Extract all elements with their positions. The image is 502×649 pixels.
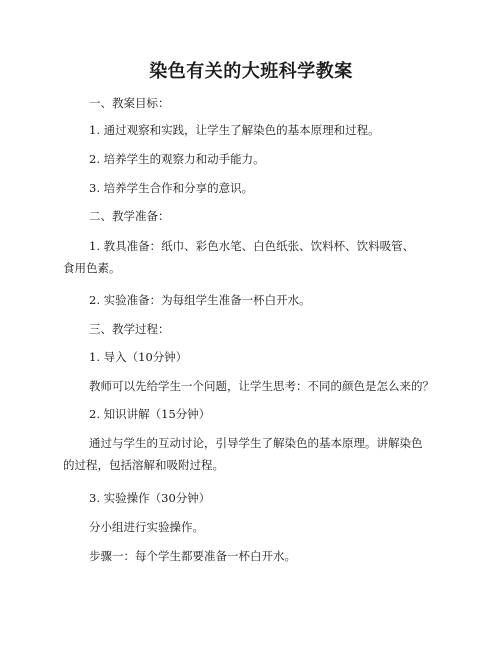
process-step-2-heading: 2. 知识讲解（15分钟） xyxy=(89,407,211,421)
document-title: 染色有关的大班科学教案 xyxy=(149,61,353,82)
process-step-3-substep-1: 步骤一：每个学生都要准备一杯白开水。 xyxy=(89,549,296,563)
process-step-2-text: 通过与学生的互动讨论，引导学生了解染色的基本原理。讲解染色的过程，包括溶解和吸附过程。 xyxy=(63,436,423,472)
process-step-1-text: 教师可以先给学生一个问题，让学生思考：不同的颜色是怎么来的？ xyxy=(89,379,434,393)
preparation-item-2: 2. 实验准备：为每组学生准备一杯白开水。 xyxy=(89,293,311,307)
section-heading-process: 三、教学过程： xyxy=(89,322,170,336)
process-step-3-text: 分小组进行实验操作。 xyxy=(89,520,204,534)
section-heading-objectives: 一、教案目标： xyxy=(89,96,170,110)
objective-item-1: 1. 通过观察和实践，让学生了解染色的基本原理和过程。 xyxy=(89,123,380,137)
process-step-3-heading: 3. 实验操作（30分钟） xyxy=(89,491,211,505)
preparation-item-1: 1. 教具准备：纸巾、彩色水笔、白色纸张、饮料杯、饮料吸管、食用色素。 xyxy=(63,239,415,275)
section-heading-preparation: 二、教学准备： xyxy=(89,209,170,223)
objective-item-2: 2. 培养学生的观察力和动手能力。 xyxy=(89,152,265,166)
process-step-1-heading: 1. 导入（10分钟） xyxy=(89,350,188,364)
objective-item-3: 3. 培养学生合作和分享的意识。 xyxy=(89,181,254,195)
